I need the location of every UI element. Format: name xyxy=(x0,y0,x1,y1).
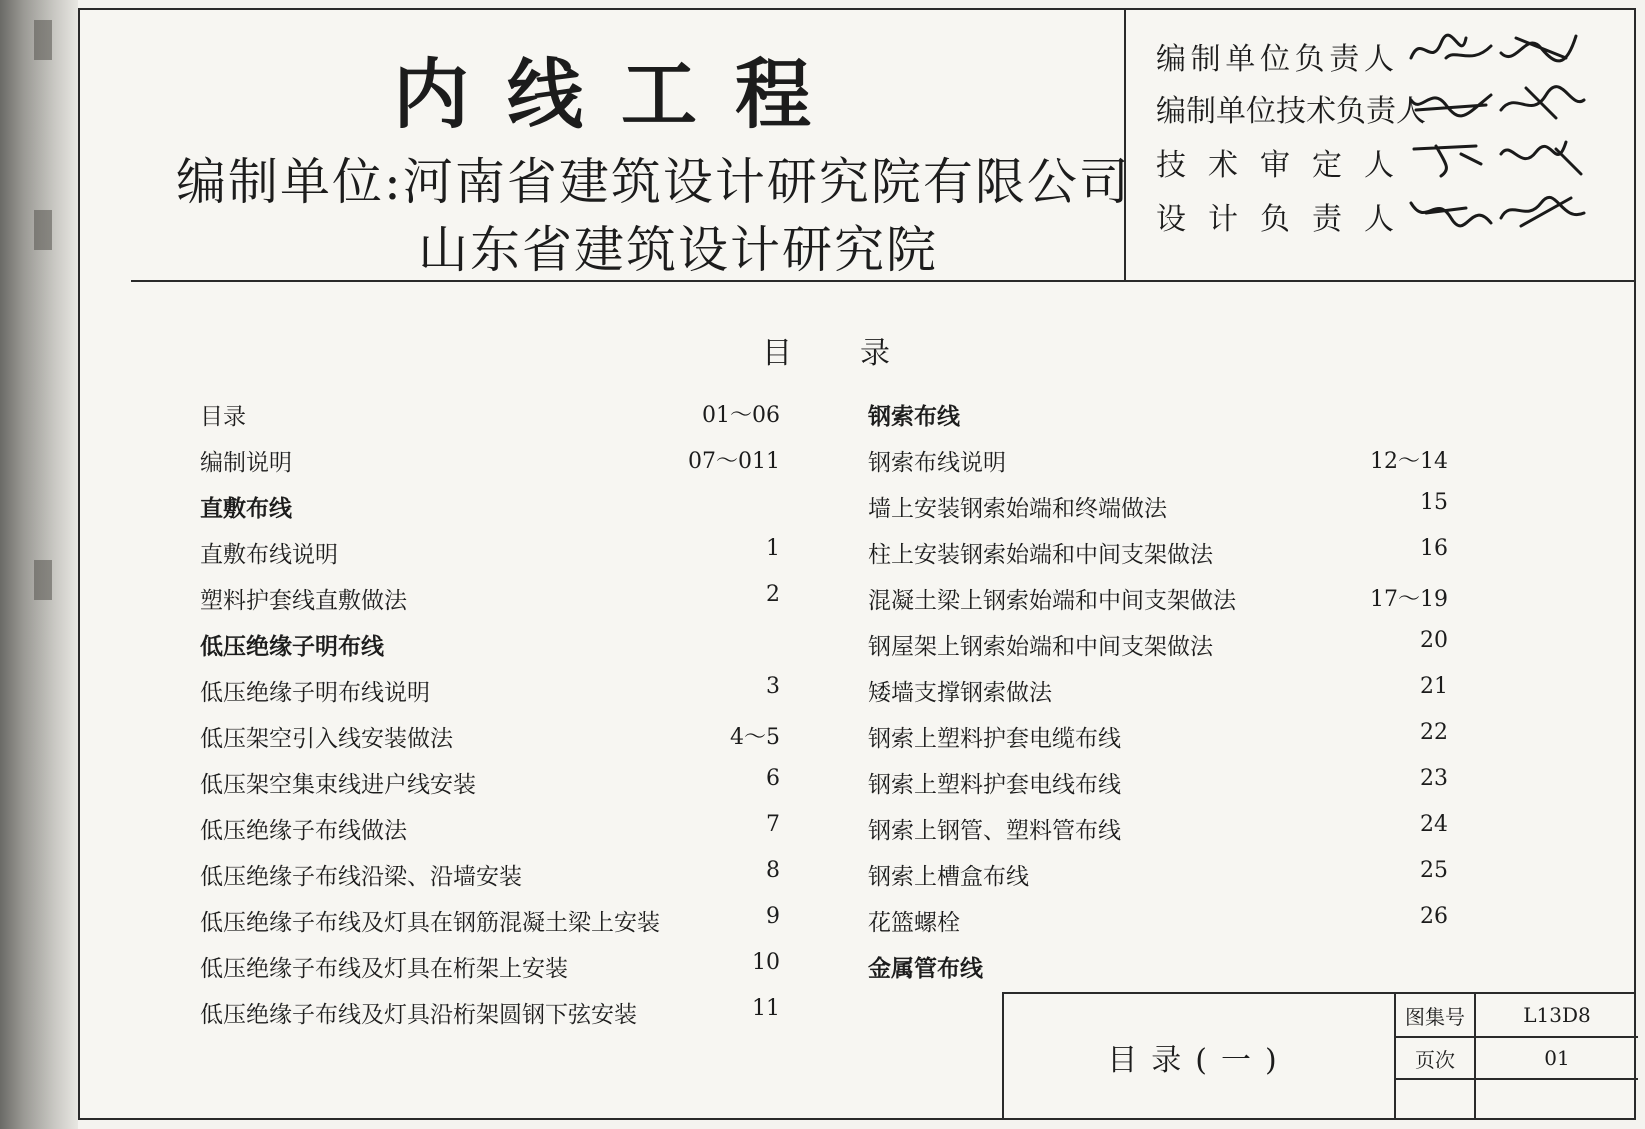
toc-entry xyxy=(868,848,1448,894)
toc-entry xyxy=(868,572,1448,618)
toc-entry-page: 4～5 xyxy=(730,725,780,750)
toc-entry-page: 8 xyxy=(766,858,780,883)
toc-section-header xyxy=(868,388,1448,434)
signature-role: 设 计 负 责 人 xyxy=(1156,202,1394,237)
toc-entry-title: 低压绝缘子布线及灯具沿桁架圆钢下弦安装 xyxy=(200,1002,637,1028)
toc-entry-title: 低压绝缘子明布线 xyxy=(200,634,384,660)
toc-entry-title: 低压绝缘子布线沿梁、沿墙安装 xyxy=(200,864,522,890)
toc-entry xyxy=(200,848,780,894)
atlas-label: 图集号 xyxy=(1396,994,1476,1038)
toc-entry xyxy=(200,756,780,802)
signature-box xyxy=(1124,10,1634,282)
toc-entry-page: 2 xyxy=(766,582,780,607)
binding-mark xyxy=(34,210,52,250)
handwritten-signature xyxy=(1496,188,1586,234)
handwritten-signature xyxy=(1496,80,1586,126)
toc-entry-page: 22 xyxy=(1420,720,1448,745)
binding-edge xyxy=(0,0,78,1129)
toc-entry-page: 17～19 xyxy=(1370,587,1448,612)
title-block xyxy=(1002,992,1636,1120)
toc-entry-title: 柱上安装钢索始端和中间支架做法 xyxy=(868,542,1213,568)
toc-entry-page: 15 xyxy=(1420,490,1448,515)
toc-entry xyxy=(200,664,780,710)
toc-entry-title: 低压绝缘子布线及灯具在钢筋混凝土梁上安装 xyxy=(200,910,660,936)
atlas-value: L13D8 xyxy=(1476,994,1638,1038)
toc-entry-page: 6 xyxy=(766,766,780,791)
toc-entry xyxy=(200,802,780,848)
toc-entry xyxy=(200,894,780,940)
toc-section-header xyxy=(868,940,1448,986)
signature-row xyxy=(1156,194,1626,237)
toc-entry-title: 直敷布线 xyxy=(200,496,292,522)
binding-mark xyxy=(34,20,52,60)
handwritten-signature xyxy=(1496,134,1586,180)
toc-entry xyxy=(868,710,1448,756)
toc-entry xyxy=(868,618,1448,664)
toc-entry-page: 12～14 xyxy=(1370,449,1448,474)
toc-entry xyxy=(200,526,780,572)
toc-entry-page: 24 xyxy=(1420,812,1448,837)
toc-entry xyxy=(868,526,1448,572)
toc-entry-title: 低压绝缘子布线做法 xyxy=(200,818,407,844)
toc-entry xyxy=(868,480,1448,526)
toc-left-column xyxy=(200,388,780,1032)
toc-entry xyxy=(200,388,780,434)
toc-entry-title: 塑料护套线直敷做法 xyxy=(200,588,407,614)
toc-entry-page: 3 xyxy=(766,674,780,699)
signature-role: 技 术 审 定 人 xyxy=(1156,148,1394,183)
toc-entry-title: 花篮螺栓 xyxy=(868,910,960,936)
org-name-2: 山东省建筑设计研究院 xyxy=(418,221,938,279)
toc-right-column xyxy=(868,388,1448,986)
title-block-grid xyxy=(1394,994,1638,1120)
signature-row xyxy=(1156,140,1626,183)
toc-heading: 目录 xyxy=(762,336,958,371)
page-value: 01 xyxy=(1476,1038,1638,1080)
toc-entry-page: 10 xyxy=(752,950,780,975)
toc-entry xyxy=(200,710,780,756)
toc-entry-page: 07～011 xyxy=(688,449,780,474)
toc-entry-title: 钢索上塑料护套电缆布线 xyxy=(868,726,1121,752)
toc-entry-title: 目录 xyxy=(200,404,246,430)
toc-entry-page: 16 xyxy=(1420,536,1448,561)
toc-entry-title: 混凝土梁上钢索始端和中间支架做法 xyxy=(868,588,1236,614)
org-label: 编制单位: xyxy=(176,153,403,211)
toc-entry xyxy=(200,434,780,480)
signature-row xyxy=(1156,86,1626,129)
toc-entry-title: 金属管布线 xyxy=(868,956,983,982)
toc-entry-title: 钢索上槽盒布线 xyxy=(868,864,1029,890)
page-label: 页次 xyxy=(1396,1038,1476,1080)
toc-entry xyxy=(200,986,780,1032)
toc-entry-title: 钢索布线 xyxy=(868,404,960,430)
toc-entry-title: 低压架空集束线进户线安装 xyxy=(200,772,476,798)
title-divider xyxy=(131,280,1126,282)
toc-entry-page: 9 xyxy=(766,904,780,929)
title-block-empty xyxy=(1396,1080,1476,1120)
toc-entry-page: 11 xyxy=(752,996,780,1021)
toc-entry-title: 钢屋架上钢索始端和中间支架做法 xyxy=(868,634,1213,660)
title-block-title: 目录(一) xyxy=(1107,1043,1291,1078)
toc-entry-page: 1 xyxy=(766,536,780,561)
toc-entry-page: 01～06 xyxy=(702,403,780,428)
handwritten-signature xyxy=(1406,80,1496,126)
toc-entry-title: 编制说明 xyxy=(200,450,292,476)
handwritten-signature xyxy=(1406,188,1496,234)
toc-entry-page: 20 xyxy=(1420,628,1448,653)
toc-entry-page: 21 xyxy=(1420,674,1448,699)
handwritten-signature xyxy=(1406,28,1496,74)
toc-section-header xyxy=(200,618,780,664)
handwritten-signature xyxy=(1406,134,1496,180)
toc-entry xyxy=(868,756,1448,802)
signature-role: 编 制 单 位 技 术 负 责 人 xyxy=(1156,94,1426,129)
toc-entry xyxy=(868,802,1448,848)
handwritten-signature xyxy=(1496,28,1586,74)
toc-entry-page: 26 xyxy=(1420,904,1448,929)
drawing-sheet xyxy=(78,8,1636,1120)
signature-role: 编 制 单 位 负 责 人 xyxy=(1156,42,1394,77)
org-line-1 xyxy=(176,142,1131,214)
toc-entry-title: 低压架空引入线安装做法 xyxy=(200,726,453,752)
toc-entry xyxy=(868,894,1448,940)
toc-entry xyxy=(868,664,1448,710)
cover-title-area xyxy=(80,10,1131,282)
toc-entry-title: 钢索上塑料护套电线布线 xyxy=(868,772,1121,798)
binding-mark xyxy=(34,560,52,600)
toc-section-header xyxy=(200,480,780,526)
toc-entry-title: 低压绝缘子布线及灯具在桁架上安装 xyxy=(200,956,568,982)
signature-row xyxy=(1156,34,1626,77)
toc-entry-title: 直敷布线说明 xyxy=(200,542,338,568)
toc-entry-title: 钢索布线说明 xyxy=(868,450,1006,476)
toc-entry-title: 墙上安装钢索始端和终端做法 xyxy=(868,496,1167,522)
toc-entry xyxy=(200,572,780,618)
toc-entry-title: 矮墙支撑钢索做法 xyxy=(868,680,1052,706)
toc-entry-page: 23 xyxy=(1420,766,1448,791)
toc-entry-title: 低压绝缘子明布线说明 xyxy=(200,680,430,706)
toc-entry-page: 7 xyxy=(766,812,780,837)
toc-entry-title: 钢索上钢管、塑料管布线 xyxy=(868,818,1121,844)
toc-entry-page: 25 xyxy=(1420,858,1448,883)
main-title: 内线工程 xyxy=(393,50,849,139)
org-name-1: 河南省建筑设计研究院有限公司 xyxy=(402,153,1131,211)
title-block-empty xyxy=(1476,1080,1638,1120)
toc-entry xyxy=(200,940,780,986)
toc-entry xyxy=(868,434,1448,480)
